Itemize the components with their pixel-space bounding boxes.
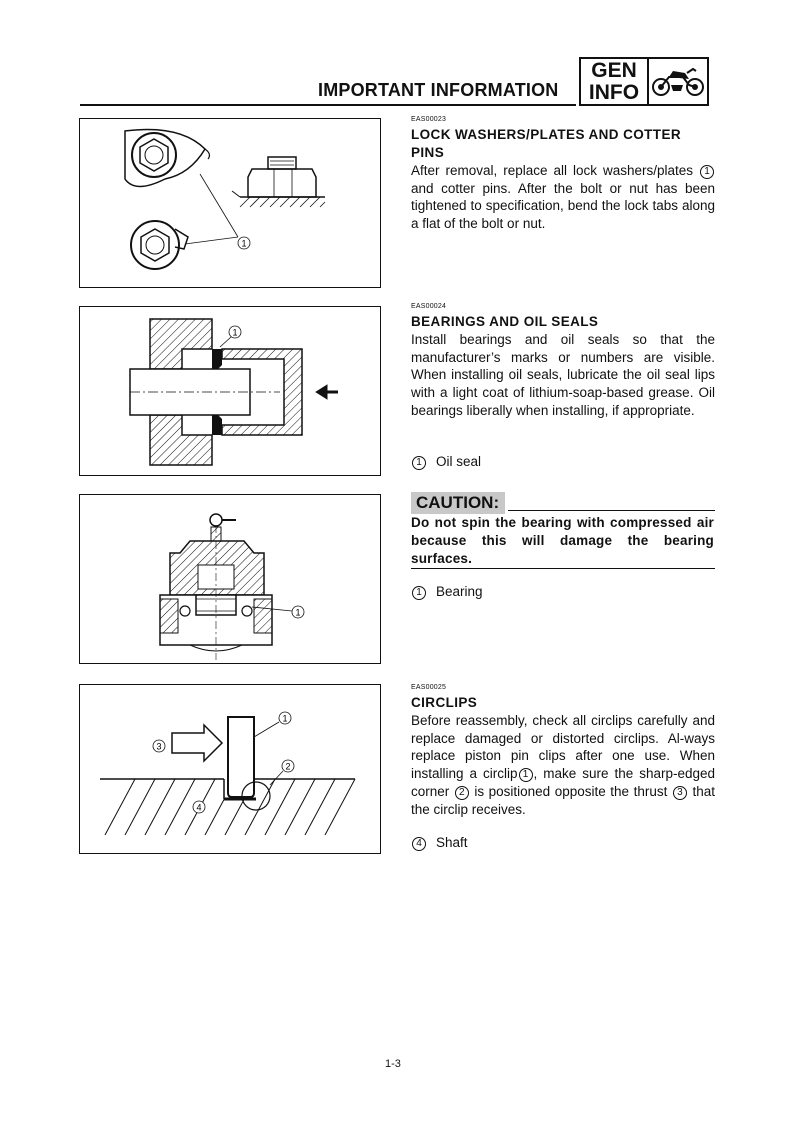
- oil-seal-illustration: [80, 307, 379, 474]
- heading-line1: LOCK WASHERS/PLATES AND COTTER: [411, 127, 682, 142]
- body-text: that the circlip receives.: [411, 783, 715, 817]
- badge-line1: GEN: [591, 59, 637, 82]
- section-heading-lock-washers: [411, 126, 721, 162]
- figure-circlip: [79, 684, 381, 854]
- body-text: After removal, replace all lock washers/plates: [411, 163, 693, 178]
- ref-number: 3: [673, 786, 687, 800]
- legend-number: 1: [412, 456, 426, 470]
- circlip-illustration: [80, 685, 379, 852]
- figure3-callout: 1: [295, 607, 301, 618]
- caution-text: Do not spin the bearing with compressed air because this will damage the bearing surfaces.: [411, 515, 714, 566]
- figure1-callout: 1: [241, 238, 247, 249]
- body-text: is positioned opposite the thrust: [474, 783, 668, 799]
- legend-label: Bearing: [436, 584, 483, 599]
- section-code: EAS00024: [411, 303, 447, 310]
- section-code: EAS00025: [411, 684, 447, 691]
- figure-lock-washers: [79, 118, 381, 288]
- figure4-callout-3: 3: [156, 741, 162, 752]
- legend-oil-seal: [411, 454, 481, 470]
- page-title: IMPORTANT INFORMATION: [318, 80, 559, 100]
- ref-number: 1: [519, 768, 533, 782]
- motorcycle-icon: [649, 63, 707, 101]
- figure-oil-seal: [79, 306, 381, 476]
- section-badge-text: [581, 59, 649, 105]
- section-badge: [579, 57, 709, 106]
- lock-washers-body: [411, 162, 715, 233]
- figure4-callout-4: 4: [196, 802, 202, 813]
- caution-label: CAUTION:: [411, 492, 505, 514]
- badge-line2: INFO: [588, 81, 640, 104]
- bearings-body: Install bearings and oil seals so that the manufacturer’s marks or numbers are visible. When installing oil seals, lubricate the oil seal lips with a light coat of lithium-soap-based grease. Oil bearings liberally when installing, if appropriate.: [411, 332, 715, 418]
- section-code: EAS00023: [411, 116, 447, 123]
- bearing-illustration: [80, 495, 379, 662]
- body-text: Before reassembly, check all circlips carefully and replace damaged or distorted circlips. Al-ways replace piston pin clips after one use. When installing a circlip: [411, 713, 715, 782]
- section-heading-circlips: CIRCLIPS: [411, 695, 478, 710]
- ref-number: 1: [700, 165, 714, 179]
- header-rule: [80, 104, 576, 106]
- circlips-body: [411, 712, 715, 818]
- lock-washer-illustration: [80, 119, 379, 286]
- figure2-callout: 1: [232, 327, 238, 338]
- caution-rule: [508, 510, 715, 511]
- body-text: and cotter pins. After the bolt or nut has been tightened to specification, bend the lock tabs along a flat of the bolt or nut.: [411, 180, 715, 232]
- figure4-callout-1: 1: [282, 713, 288, 724]
- legend-number: 1: [412, 586, 426, 600]
- section-heading-bearings: BEARINGS AND OIL SEALS: [411, 314, 599, 329]
- body-text: , make sure the sharp-edged corner: [411, 766, 715, 799]
- legend-label: Shaft: [436, 835, 468, 850]
- legend-bearing: [411, 584, 483, 600]
- legend-shaft: [411, 835, 468, 851]
- figure-bearing: [79, 494, 381, 664]
- legend-number: 4: [412, 837, 426, 851]
- figure4-callout-2: 2: [285, 761, 291, 772]
- heading-line2: PINS: [411, 145, 445, 160]
- ref-number: 2: [455, 786, 469, 800]
- caution-bottom-rule: [411, 568, 715, 569]
- page-number: 1-3: [385, 1058, 401, 1070]
- legend-label: Oil seal: [436, 454, 482, 469]
